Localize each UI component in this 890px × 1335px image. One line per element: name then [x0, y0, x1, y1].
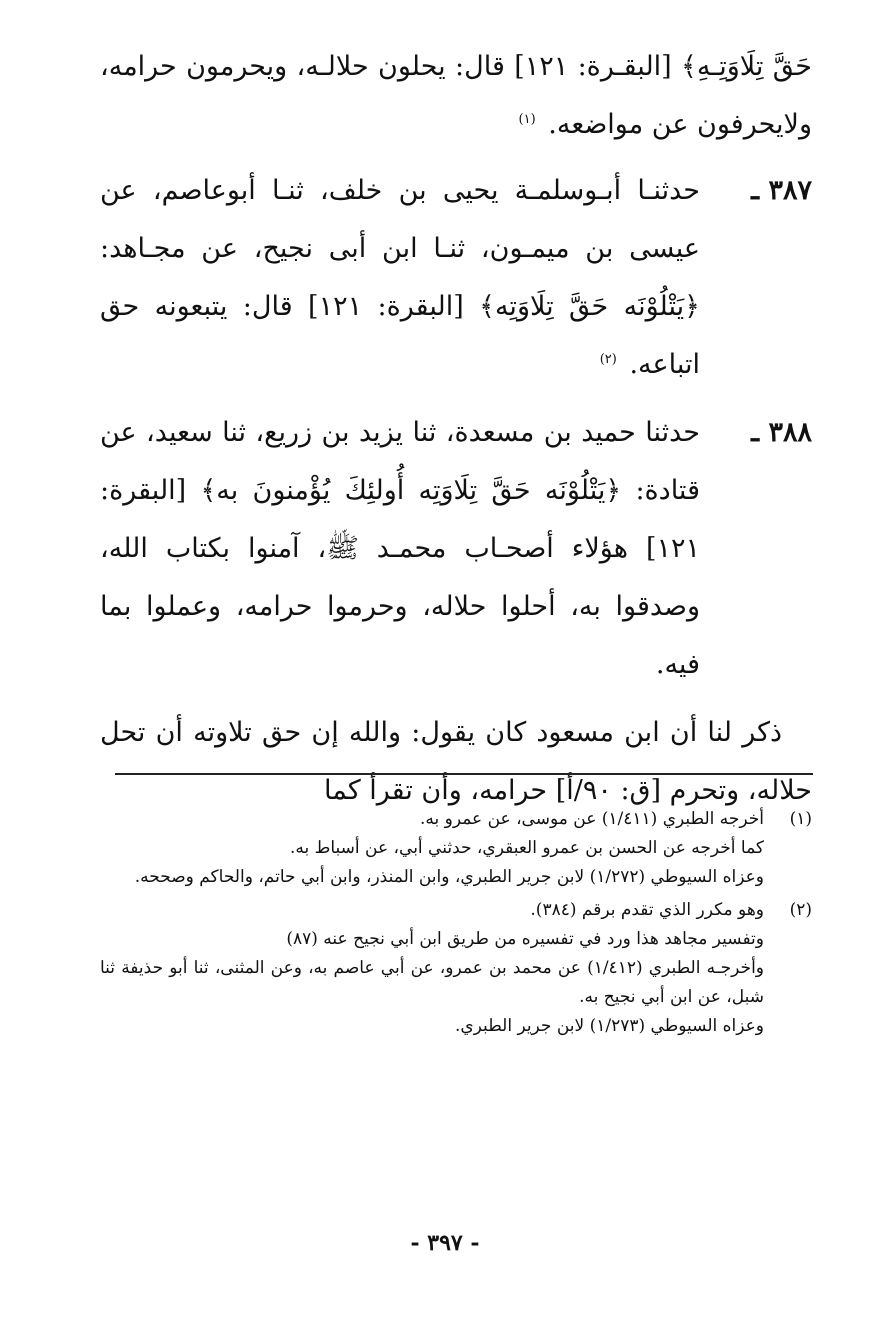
footnote-2	[100, 896, 812, 1041]
footnotes	[100, 805, 812, 1045]
hadith-entry-388	[100, 404, 812, 694]
footnote-number: (١)	[789, 809, 812, 829]
main-text	[100, 38, 812, 820]
footnote-line: وأخرجـه الطبري (١/٤١٢) عن محمد بن عمرو، عن أبي عاصم به، وعن المثنى، ثنا أبو حذيفة ثنا شبل، عن ابن أبي نجيح به.	[100, 958, 765, 1007]
footnote-body	[100, 805, 764, 892]
entry-text	[100, 162, 700, 394]
footnote-line: وعزاه السيوطي (١/٢٧٣) لابن جرير الطبري.	[454, 1016, 764, 1036]
entry-number: ٣٨٨ ـ	[751, 417, 812, 448]
entry-text-body: حدثنـا أبـوسلمـة يحيى بن خلف، ثنـا أبوعاصم، عن عيسى بن ميمـون، ثنـا ابن أبى نجيح، عن مجـاهد: ﴿يَتْلُوْنَه حَقَّ تِلَاوَتِه﴾ [البقرة: ١٢١] قال: يتبعونه حق اتباعه.	[100, 175, 700, 380]
page-number: - ٣٩٧ -	[410, 1230, 480, 1256]
footnote-line: كما أخرجه عن الحسن بن عمرو العبقري، حدثني أبي، عن أسباط به.	[290, 838, 764, 858]
closing-paragraph: ذكر لنا أن ابن مسعود كان يقول: والله إن حق تلاوته أن تحل حلاله، وتحرم [ق: ٩٠/أ] حرامه، وأن تقرأ كما	[100, 717, 812, 806]
footnote-number: (٢)	[789, 900, 812, 920]
entry-text	[100, 404, 700, 694]
footnote-line: أخرجه الطبري (١/٤١١) عن موسى، عن عمرو به.	[419, 809, 764, 829]
entry-text-body: حدثنا حميد بن مسعدة، ثنا يزيد بن زريع، ثنا سعيد، عن قتادة: ﴿يَتْلُوْنَه حَقَّ تِلَاوَتِه أُولئِكَ يُؤْمنونَ به﴾ [البقرة: ١٢١] هؤلاء أصحـاب محمـد ﷺ، آمنوا بكتاب الله، وصدقوا به، أحلوا حلاله، وحرموا حرامه، وعملوا بما فيه.	[100, 417, 700, 680]
footnote-body	[100, 896, 764, 1041]
footnote-divider	[115, 773, 813, 775]
hadith-entry-387	[100, 162, 812, 394]
footnote-ref-2: (٢)	[599, 352, 617, 367]
footnote-1	[100, 805, 812, 892]
footnote-line: وتفسير مجاهد هذا ورد في تفسيره من طريق ابن أبي نجيح عنه (٨٧)	[286, 929, 764, 949]
footnote-line: وعزاه السيوطي (١/٢٧٢) لابن جرير الطبري، وابن المنذر، وابن أبي حاتم، والحاكم وصححه.	[134, 867, 764, 887]
opening-paragraph	[100, 38, 812, 154]
footnote-line: وهو مكرر الذي تقدم برقم (٣٨٤).	[530, 900, 764, 920]
entry-number: ٣٨٧ ـ	[751, 175, 812, 206]
opening-text: حَقَّ تِلَاوَتِـهِ﴾ [البقـرة: ١٢١] قال: يحلون حلالـه، ويحرمون حرامه، ولايحرفون عن مواضعه.	[100, 51, 812, 140]
footnote-ref-1: (١)	[518, 112, 536, 127]
